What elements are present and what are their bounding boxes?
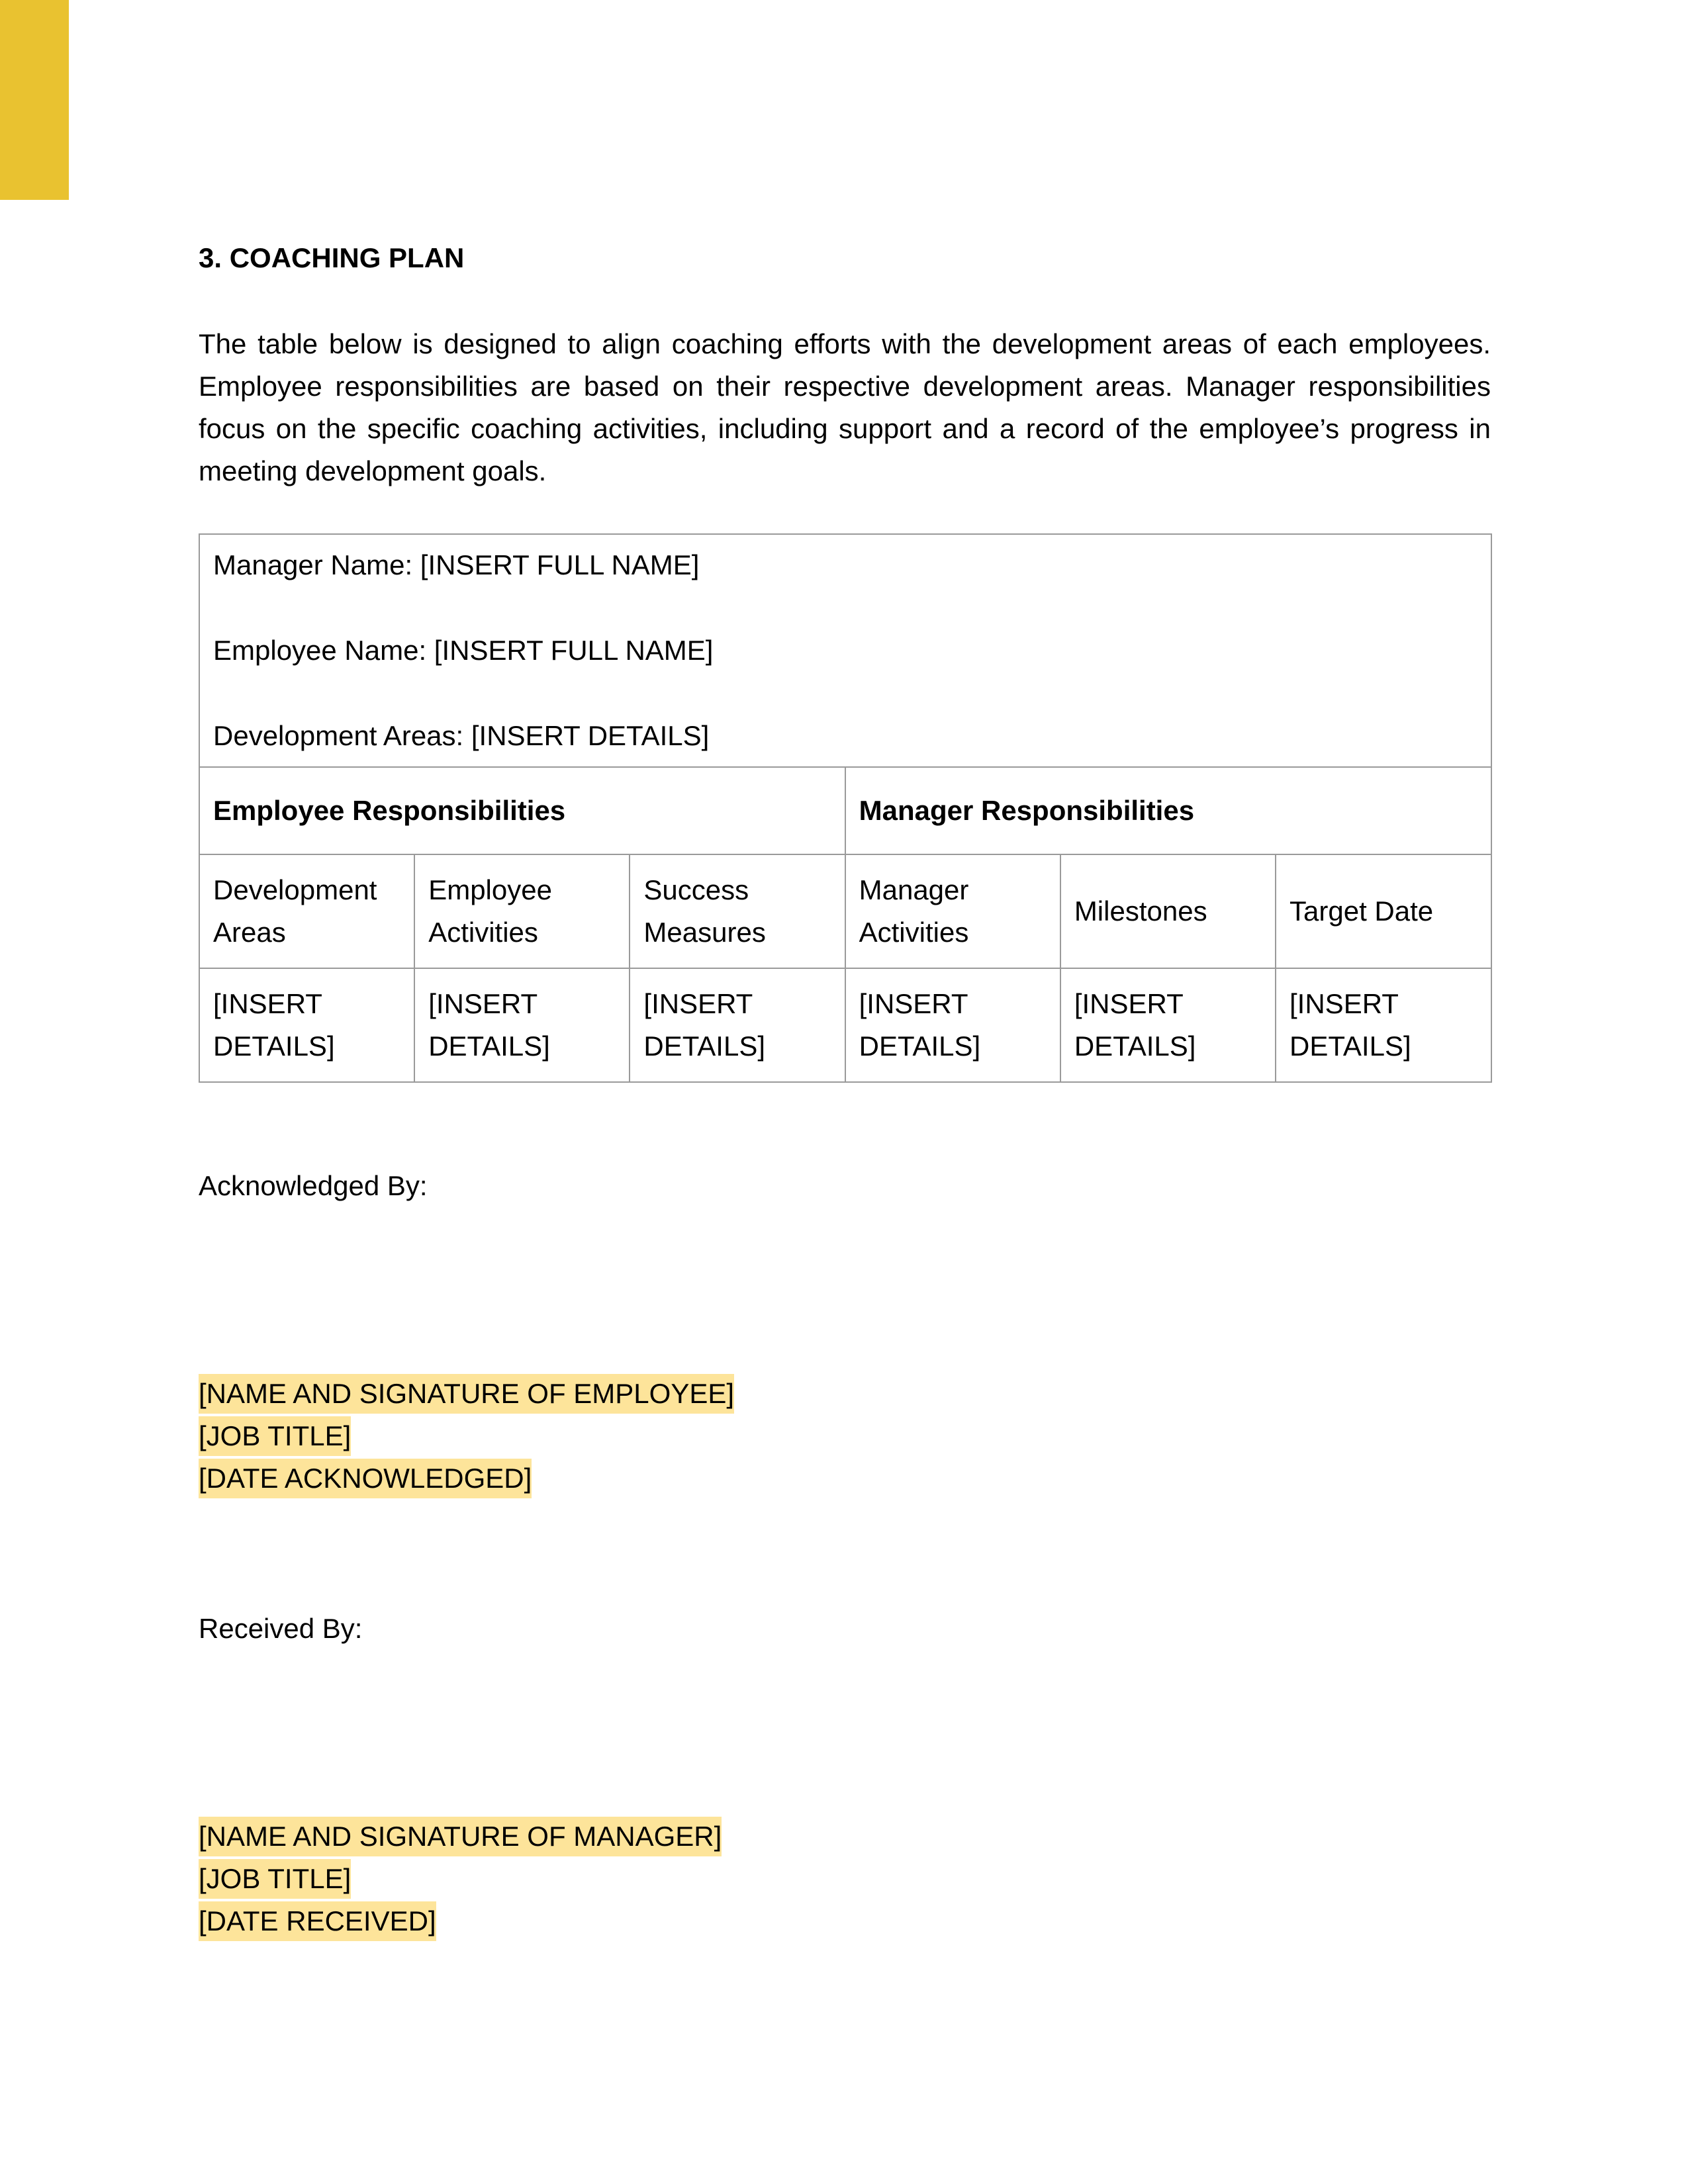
employee-signature-block bbox=[199, 1373, 1491, 1500]
responsibilities-header-row bbox=[199, 767, 1491, 854]
document-page bbox=[199, 238, 1491, 1942]
manager-signature-block bbox=[199, 1815, 1491, 1942]
column-header: Employee Activities bbox=[414, 854, 630, 968]
intro-paragraph: The table below is designed to align coaching efforts with the development areas of each employees. Employee responsibilities are based on their respective development areas. Manager responsibilities focus on the specific coaching activities, including support and a record of the employee’s progress in meeting development goals. bbox=[199, 328, 1491, 486]
column-header: Development Areas bbox=[199, 854, 414, 968]
column-header: Target Date bbox=[1276, 854, 1491, 968]
received-by-label: Received By: bbox=[199, 1613, 363, 1644]
info-row bbox=[199, 534, 1491, 767]
table-cell: [INSERT DETAILS] bbox=[630, 968, 845, 1082]
table-cell: [INSERT DETAILS] bbox=[199, 968, 414, 1082]
column-header: Manager Activities bbox=[845, 854, 1060, 968]
table-cell: [INSERT DETAILS] bbox=[414, 968, 630, 1082]
manager-responsibilities-header: Manager Responsibilities bbox=[845, 767, 1491, 854]
manager-name-field: Manager Name: [INSERT FULL NAME] bbox=[213, 549, 700, 580]
employee-signature-placeholder: [NAME AND SIGNATURE OF EMPLOYEE] bbox=[199, 1374, 734, 1414]
column-header: Milestones bbox=[1060, 854, 1276, 968]
corner-accent-tab bbox=[0, 0, 69, 200]
section-title: 3. COACHING PLAN bbox=[199, 242, 465, 273]
coaching-plan-table bbox=[199, 533, 1492, 1083]
date-received-placeholder: [DATE RECEIVED] bbox=[199, 1901, 436, 1941]
table-row bbox=[199, 968, 1491, 1082]
acknowledged-by-label: Acknowledged By: bbox=[199, 1170, 428, 1201]
development-areas-field: Development Areas: [INSERT DETAILS] bbox=[213, 720, 710, 751]
employee-responsibilities-header: Employee Responsibilities bbox=[199, 767, 845, 854]
table-cell: [INSERT DETAILS] bbox=[1276, 968, 1491, 1082]
table-cell: [INSERT DETAILS] bbox=[845, 968, 1060, 1082]
table-cell: [INSERT DETAILS] bbox=[1060, 968, 1276, 1082]
column-header-row bbox=[199, 854, 1491, 968]
column-header: Success Measures bbox=[630, 854, 845, 968]
employee-name-field: Employee Name: [INSERT FULL NAME] bbox=[213, 635, 714, 666]
employee-job-title-placeholder: [JOB TITLE] bbox=[199, 1416, 351, 1456]
manager-signature-placeholder: [NAME AND SIGNATURE OF MANAGER] bbox=[199, 1817, 722, 1856]
manager-job-title-placeholder: [JOB TITLE] bbox=[199, 1859, 351, 1899]
date-acknowledged-placeholder: [DATE ACKNOWLEDGED] bbox=[199, 1459, 532, 1498]
info-cell bbox=[199, 534, 1491, 767]
